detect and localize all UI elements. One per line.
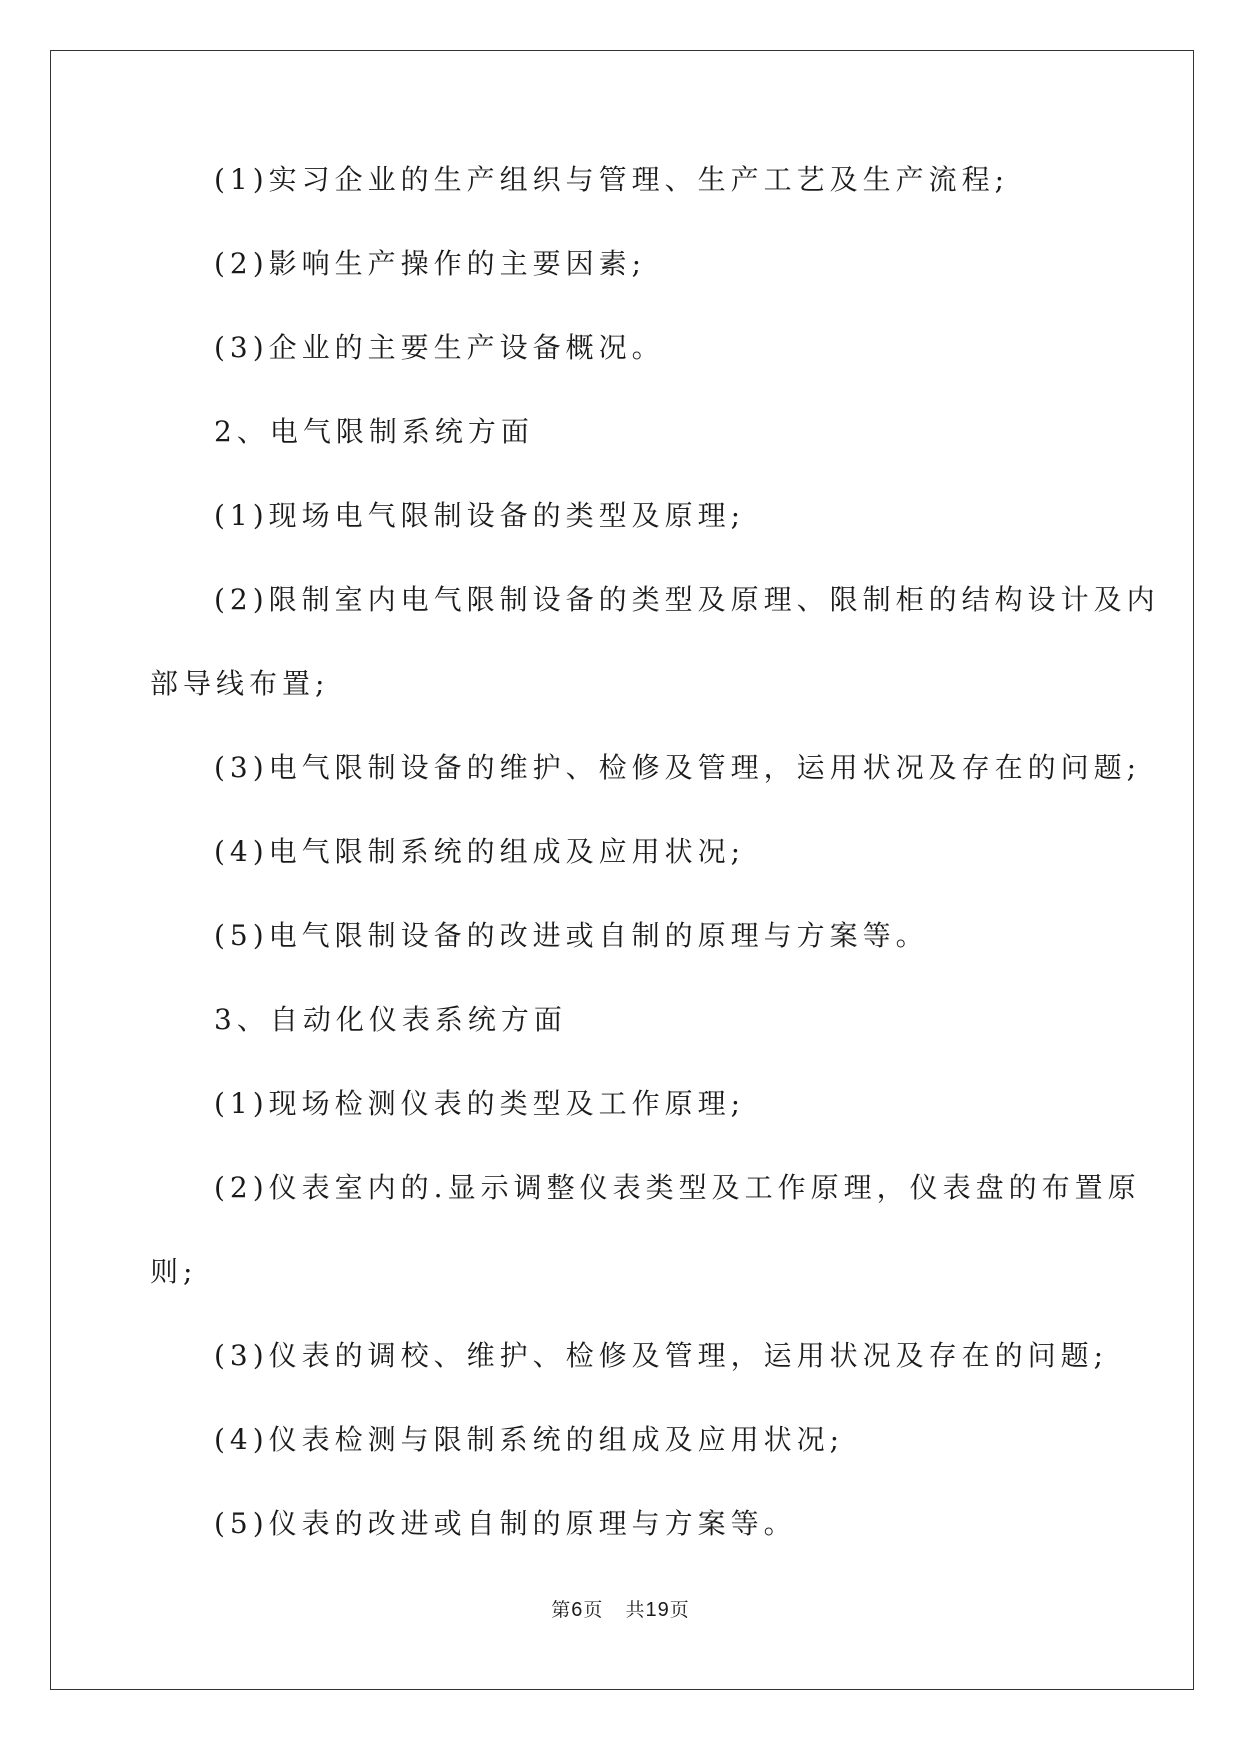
paragraph-line: (1)实习企业的生产组织与管理、生产工艺及生产流程; (214, 163, 1010, 196)
paragraph-line: (5)仪表的改进或自制的原理与方案等。 (214, 1507, 797, 1540)
paragraph-line: (2)仪表室内的.显示调整仪表类型及工作原理，仪表盘的布置原 (214, 1171, 1141, 1204)
paragraph-line: (5)电气限制设备的改进或自制的原理与方案等。 (214, 919, 929, 952)
paragraph-line: (3)电气限制设备的维护、检修及管理，运用状况及存在的问题; (214, 751, 1142, 784)
section-heading: 3、自动化仪表系统方面 (214, 1003, 567, 1036)
paragraph-line: (2)限制室内电气限制设备的类型及原理、限制柜的结构设计及内 (214, 583, 1160, 616)
paragraph-line: (3)仪表的调校、维护、检修及管理，运用状况及存在的问题; (214, 1339, 1109, 1372)
paragraph-line: (1)现场电气限制设备的类型及原理; (214, 499, 746, 532)
paragraph-line: (4)仪表检测与限制系统的组成及应用状况; (214, 1423, 845, 1456)
page-footer (0, 1598, 1241, 1622)
footer-page-unit: 页 (583, 1599, 604, 1621)
footer-total-unit: 页 (669, 1599, 690, 1621)
paragraph-line: (4)电气限制系统的组成及应用状况; (214, 835, 746, 868)
footer-total-prefix: 共 (625, 1599, 646, 1621)
paragraph-line: (2)影响生产操作的主要因素; (214, 247, 647, 280)
paragraph-line: (1)现场检测仪表的类型及工作原理; (214, 1087, 746, 1120)
paragraph-line: (3)企业的主要生产设备概况。 (214, 331, 665, 364)
section-heading: 2、电气限制系统方面 (214, 415, 534, 448)
paragraph-line-continued: 部导线布置; (150, 667, 330, 700)
paragraph-line-continued: 则; (150, 1255, 198, 1288)
footer-prefix: 第 (551, 1599, 572, 1621)
total-page-number: 19 (645, 1599, 670, 1621)
current-page-number: 6 (571, 1599, 584, 1621)
